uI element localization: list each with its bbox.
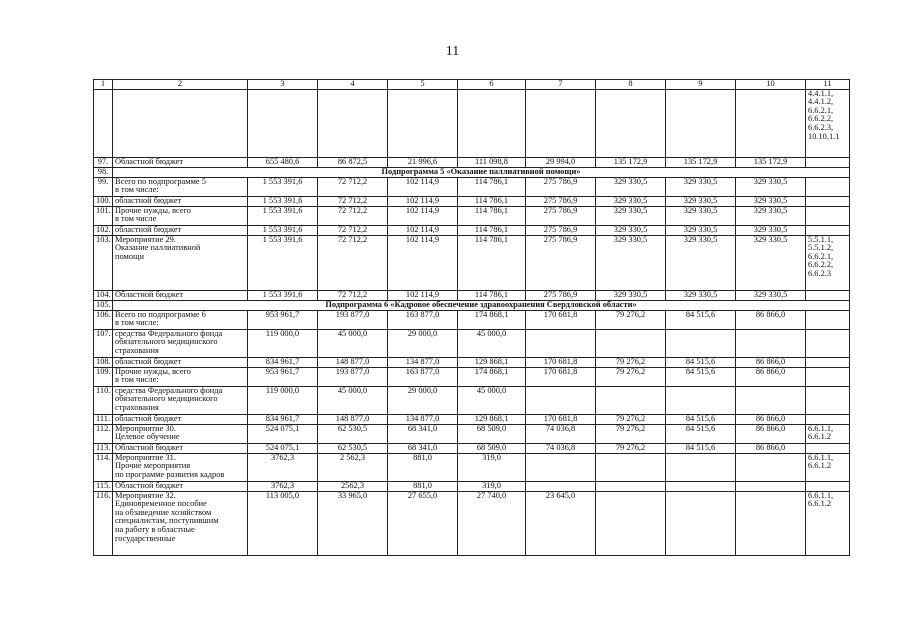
amount-cell: 881,0 bbox=[388, 453, 458, 481]
amount-cell: 114 786,1 bbox=[458, 290, 526, 300]
column-number: 8 bbox=[596, 80, 666, 90]
amount-cell: 102 114,9 bbox=[388, 177, 458, 196]
amount-cell bbox=[526, 481, 596, 491]
target-codes bbox=[806, 357, 850, 367]
table-row bbox=[94, 414, 850, 424]
amount-cell: 79 276,2 bbox=[596, 367, 666, 386]
amount-cell: 329 330,5 bbox=[596, 235, 666, 290]
row-name: Всего по подпрограмме 6 в том числе: bbox=[113, 310, 248, 329]
amount-cell: 79 276,2 bbox=[596, 414, 666, 424]
table-row bbox=[94, 196, 850, 206]
amount-cell: 84 515,6 bbox=[666, 424, 736, 443]
amount-cell: 68 341,0 bbox=[388, 443, 458, 453]
amount-cell bbox=[596, 329, 666, 357]
row-number: 109. bbox=[94, 367, 113, 386]
amount-cell bbox=[666, 453, 736, 481]
target-codes: 5.5.1.1, 5.5.1.2, 6.6.2.1, 6.6.2.2, 6.6.2.3 bbox=[806, 235, 850, 290]
amount-cell: 119 000,0 bbox=[248, 386, 318, 414]
row-number: 110. bbox=[94, 386, 113, 414]
subprogram-row bbox=[94, 167, 850, 177]
amount-cell: 102 114,9 bbox=[388, 206, 458, 225]
row-number: 111. bbox=[94, 414, 113, 424]
budget-table bbox=[93, 79, 850, 556]
target-codes bbox=[806, 386, 850, 414]
amount-cell: 1 553 391,6 bbox=[248, 177, 318, 196]
amount-cell bbox=[458, 89, 526, 157]
amount-cell: 1 553 391,6 bbox=[248, 235, 318, 290]
table-row bbox=[94, 481, 850, 491]
amount-cell: 29 994,0 bbox=[526, 157, 596, 167]
target-codes bbox=[806, 414, 850, 424]
amount-cell: 86 866,0 bbox=[736, 310, 806, 329]
column-number: 3 bbox=[248, 80, 318, 90]
amount-cell bbox=[596, 89, 666, 157]
amount-cell: 329 330,5 bbox=[596, 225, 666, 235]
amount-cell: 329 330,5 bbox=[666, 290, 736, 300]
amount-cell bbox=[736, 491, 806, 555]
amount-cell: 329 330,5 bbox=[736, 177, 806, 196]
subprogram-title: Подпрограмма 5 «Оказание паллиативной помощи» bbox=[113, 167, 850, 177]
amount-cell: 193 877,0 bbox=[318, 367, 388, 386]
amount-cell bbox=[526, 386, 596, 414]
amount-cell: 114 786,1 bbox=[458, 235, 526, 290]
amount-cell bbox=[526, 453, 596, 481]
row-number: 105. bbox=[94, 300, 113, 310]
table-row bbox=[94, 206, 850, 225]
amount-cell: 329 330,5 bbox=[596, 290, 666, 300]
row-name: Областной бюджет bbox=[113, 157, 248, 167]
row-number: 114. bbox=[94, 453, 113, 481]
row-number: 98. bbox=[94, 167, 113, 177]
amount-cell: 1 553 391,6 bbox=[248, 225, 318, 235]
row-number: 116. bbox=[94, 491, 113, 555]
table-row bbox=[94, 290, 850, 300]
amount-cell: 329 330,5 bbox=[736, 290, 806, 300]
target-codes bbox=[806, 367, 850, 386]
amount-cell: 329 330,5 bbox=[666, 177, 736, 196]
amount-cell: 74 036,8 bbox=[526, 443, 596, 453]
amount-cell: 329 330,5 bbox=[736, 196, 806, 206]
column-number: 11 bbox=[806, 80, 850, 90]
amount-cell: 45 000,0 bbox=[458, 386, 526, 414]
target-codes bbox=[806, 206, 850, 225]
column-number: 5 bbox=[388, 80, 458, 90]
row-number: 112. bbox=[94, 424, 113, 443]
amount-cell: 170 681,8 bbox=[526, 357, 596, 367]
amount-cell: 3762,3 bbox=[248, 481, 318, 491]
amount-cell: 329 330,5 bbox=[736, 225, 806, 235]
amount-cell: 834 961,7 bbox=[248, 357, 318, 367]
amount-cell: 102 114,9 bbox=[388, 225, 458, 235]
row-number: 104. bbox=[94, 290, 113, 300]
column-number: 7 bbox=[526, 80, 596, 90]
table-row bbox=[94, 89, 850, 157]
amount-cell: 111 098,8 bbox=[458, 157, 526, 167]
amount-cell: 953 961,7 bbox=[248, 367, 318, 386]
amount-cell: 84 515,6 bbox=[666, 357, 736, 367]
row-number: 107. bbox=[94, 329, 113, 357]
row-name: средства Федерального фонда обязательного медицинского страхования bbox=[113, 386, 248, 414]
table-row bbox=[94, 357, 850, 367]
table-row bbox=[94, 424, 850, 443]
amount-cell bbox=[666, 89, 736, 157]
amount-cell: 163 877,0 bbox=[388, 367, 458, 386]
column-number: 4 bbox=[318, 80, 388, 90]
amount-cell: 174 868,1 bbox=[458, 367, 526, 386]
amount-cell: 114 786,1 bbox=[458, 206, 526, 225]
target-codes bbox=[806, 329, 850, 357]
amount-cell: 134 877,0 bbox=[388, 414, 458, 424]
amount-cell: 45 000,0 bbox=[458, 329, 526, 357]
amount-cell: 86 872,5 bbox=[318, 157, 388, 167]
amount-cell: 102 114,9 bbox=[388, 235, 458, 290]
row-name: Прочие нужды, всего в том числе: bbox=[113, 367, 248, 386]
table-row bbox=[94, 310, 850, 329]
amount-cell: 329 330,5 bbox=[596, 206, 666, 225]
amount-cell bbox=[596, 453, 666, 481]
amount-cell: 84 515,6 bbox=[666, 443, 736, 453]
amount-cell bbox=[388, 89, 458, 157]
amount-cell: 21 996,6 bbox=[388, 157, 458, 167]
amount-cell: 72 712,2 bbox=[318, 235, 388, 290]
amount-cell: 2 562,3 bbox=[318, 453, 388, 481]
amount-cell: 84 515,6 bbox=[666, 310, 736, 329]
amount-cell: 45 000,0 bbox=[318, 386, 388, 414]
amount-cell: 79 276,2 bbox=[596, 357, 666, 367]
row-name: Прочие нужды, всего в том числе bbox=[113, 206, 248, 225]
column-number: 2 bbox=[113, 80, 248, 90]
amount-cell: 79 276,2 bbox=[596, 443, 666, 453]
amount-cell: 102 114,9 bbox=[388, 196, 458, 206]
amount-cell: 148 877,0 bbox=[318, 414, 388, 424]
amount-cell: 102 114,9 bbox=[388, 290, 458, 300]
row-name: Мероприятие 32. Единовременное пособие на обзаведение хозяйством специалистам, поступившим на работу в областные государственные bbox=[113, 491, 248, 555]
row-number: 106. bbox=[94, 310, 113, 329]
amount-cell: 834 961,7 bbox=[248, 414, 318, 424]
page-number: 11 bbox=[445, 44, 460, 59]
amount-cell: 86 866,0 bbox=[736, 424, 806, 443]
amount-cell: 275 786,9 bbox=[526, 290, 596, 300]
row-name: Мероприятие 31. Прочие мероприятия по программе развития кадров bbox=[113, 453, 248, 481]
amount-cell: 1 553 391,6 bbox=[248, 206, 318, 225]
amount-cell bbox=[736, 89, 806, 157]
amount-cell: 163 877,0 bbox=[388, 310, 458, 329]
row-number bbox=[94, 89, 113, 157]
amount-cell: 79 276,2 bbox=[596, 310, 666, 329]
amount-cell: 329 330,5 bbox=[596, 177, 666, 196]
amount-cell: 135 172,9 bbox=[596, 157, 666, 167]
amount-cell bbox=[596, 481, 666, 491]
amount-cell: 84 515,6 bbox=[666, 414, 736, 424]
row-name: Мероприятие 30. Целевое обучение bbox=[113, 424, 248, 443]
amount-cell bbox=[248, 89, 318, 157]
amount-cell: 2562,3 bbox=[318, 481, 388, 491]
table-row bbox=[94, 177, 850, 196]
amount-cell bbox=[736, 453, 806, 481]
row-number: 113. bbox=[94, 443, 113, 453]
row-name: Областной бюджет bbox=[113, 290, 248, 300]
amount-cell: 135 172,9 bbox=[736, 157, 806, 167]
amount-cell: 27 740,0 bbox=[458, 491, 526, 555]
target-codes bbox=[806, 443, 850, 453]
amount-cell bbox=[596, 386, 666, 414]
subprogram-row bbox=[94, 300, 850, 310]
amount-cell bbox=[736, 329, 806, 357]
amount-cell: 113 005,0 bbox=[248, 491, 318, 555]
row-name: Всего по подпрограмме 5 в том числе: bbox=[113, 177, 248, 196]
amount-cell: 329 330,5 bbox=[596, 196, 666, 206]
amount-cell: 27 655,0 bbox=[388, 491, 458, 555]
amount-cell bbox=[318, 89, 388, 157]
amount-cell: 62 530,5 bbox=[318, 424, 388, 443]
amount-cell: 74 036,8 bbox=[526, 424, 596, 443]
row-number: 97. bbox=[94, 157, 113, 167]
amount-cell: 148 877,0 bbox=[318, 357, 388, 367]
amount-cell: 114 786,1 bbox=[458, 225, 526, 235]
row-number: 102. bbox=[94, 225, 113, 235]
table-row bbox=[94, 453, 850, 481]
amount-cell bbox=[666, 329, 736, 357]
row-name: областной бюджет bbox=[113, 196, 248, 206]
amount-cell: 329 330,5 bbox=[666, 235, 736, 290]
row-number: 101. bbox=[94, 206, 113, 225]
amount-cell: 275 786,9 bbox=[526, 196, 596, 206]
table-row bbox=[94, 386, 850, 414]
amount-cell: 655 480,6 bbox=[248, 157, 318, 167]
amount-cell: 119 000,0 bbox=[248, 329, 318, 357]
table-row bbox=[94, 329, 850, 357]
amount-cell: 275 786,9 bbox=[526, 225, 596, 235]
row-name: средства Федерального фонда обязательного медицинского страхования bbox=[113, 329, 248, 357]
table-row bbox=[94, 367, 850, 386]
amount-cell: 72 712,2 bbox=[318, 177, 388, 196]
row-name: областной бюджет bbox=[113, 225, 248, 235]
column-number: 9 bbox=[666, 80, 736, 90]
amount-cell bbox=[666, 386, 736, 414]
target-codes bbox=[806, 310, 850, 329]
target-codes bbox=[806, 157, 850, 167]
amount-cell: 135 172,9 bbox=[666, 157, 736, 167]
amount-cell: 45 000,0 bbox=[318, 329, 388, 357]
amount-cell bbox=[666, 481, 736, 491]
amount-cell: 86 866,0 bbox=[736, 357, 806, 367]
amount-cell: 29 000,0 bbox=[388, 329, 458, 357]
target-codes bbox=[806, 481, 850, 491]
amount-cell: 319,0 bbox=[458, 481, 526, 491]
amount-cell: 329 330,5 bbox=[666, 225, 736, 235]
table-row bbox=[94, 225, 850, 235]
target-codes bbox=[806, 290, 850, 300]
amount-cell: 72 712,2 bbox=[318, 225, 388, 235]
amount-cell: 170 681,8 bbox=[526, 310, 596, 329]
amount-cell: 1 553 391,6 bbox=[248, 290, 318, 300]
amount-cell: 174 868,1 bbox=[458, 310, 526, 329]
amount-cell: 329 330,5 bbox=[736, 235, 806, 290]
amount-cell: 953 961,7 bbox=[248, 310, 318, 329]
amount-cell bbox=[666, 491, 736, 555]
amount-cell bbox=[596, 491, 666, 555]
amount-cell: 68 509,0 bbox=[458, 443, 526, 453]
amount-cell: 319,0 bbox=[458, 453, 526, 481]
row-name bbox=[113, 89, 248, 157]
amount-cell: 275 786,9 bbox=[526, 177, 596, 196]
amount-cell bbox=[526, 89, 596, 157]
column-number: 10 bbox=[736, 80, 806, 90]
amount-cell: 170 681,8 bbox=[526, 414, 596, 424]
amount-cell: 329 330,5 bbox=[666, 196, 736, 206]
table-row bbox=[94, 491, 850, 555]
amount-cell: 275 786,9 bbox=[526, 206, 596, 225]
amount-cell: 86 866,0 bbox=[736, 443, 806, 453]
row-name: областной бюджет bbox=[113, 414, 248, 424]
target-codes: 6.6.1.1, 6.6.1.2 bbox=[806, 491, 850, 555]
amount-cell: 29 000,0 bbox=[388, 386, 458, 414]
amount-cell: 524 075,1 bbox=[248, 443, 318, 453]
amount-cell: 79 276,2 bbox=[596, 424, 666, 443]
amount-cell: 134 877,0 bbox=[388, 357, 458, 367]
amount-cell: 129 868,1 bbox=[458, 357, 526, 367]
amount-cell: 114 786,1 bbox=[458, 177, 526, 196]
amount-cell: 1 553 391,6 bbox=[248, 196, 318, 206]
amount-cell: 329 330,5 bbox=[736, 206, 806, 225]
amount-cell bbox=[526, 329, 596, 357]
row-name: Мероприятие 29. Оказание паллиативной помощи bbox=[113, 235, 248, 290]
amount-cell: 86 866,0 bbox=[736, 414, 806, 424]
amount-cell: 23 645,0 bbox=[526, 491, 596, 555]
amount-cell: 72 712,2 bbox=[318, 290, 388, 300]
amount-cell: 524 075,1 bbox=[248, 424, 318, 443]
amount-cell: 329 330,5 bbox=[666, 206, 736, 225]
row-number: 100. bbox=[94, 196, 113, 206]
amount-cell bbox=[736, 386, 806, 414]
amount-cell: 275 786,9 bbox=[526, 235, 596, 290]
amount-cell: 72 712,2 bbox=[318, 206, 388, 225]
target-codes: 4.4.1.1, 4.4.1.2, 6.6.2.1, 6.6.2.2, 6.6.2.3, 10.10.1.1 bbox=[806, 89, 850, 157]
table-row bbox=[94, 443, 850, 453]
amount-cell: 84 515,6 bbox=[666, 367, 736, 386]
table-row bbox=[94, 235, 850, 290]
table-row bbox=[94, 157, 850, 167]
column-number-row bbox=[94, 80, 850, 90]
column-number: 6 bbox=[458, 80, 526, 90]
target-codes bbox=[806, 196, 850, 206]
amount-cell: 86 866,0 bbox=[736, 367, 806, 386]
amount-cell: 170 681,8 bbox=[526, 367, 596, 386]
row-number: 99. bbox=[94, 177, 113, 196]
amount-cell: 129 868,1 bbox=[458, 414, 526, 424]
target-codes bbox=[806, 225, 850, 235]
amount-cell: 193 877,0 bbox=[318, 310, 388, 329]
amount-cell: 881,0 bbox=[388, 481, 458, 491]
target-codes: 6.6.1.1, 6.6.1.2 bbox=[806, 424, 850, 443]
amount-cell: 3762,3 bbox=[248, 453, 318, 481]
row-name: Областной бюджет bbox=[113, 481, 248, 491]
row-number: 103. bbox=[94, 235, 113, 290]
subprogram-title: Подпрограмма 6 «Кадровое обеспечение здравоохранения Свердловской области» bbox=[113, 300, 850, 310]
row-number: 108. bbox=[94, 357, 113, 367]
amount-cell: 62 530,5 bbox=[318, 443, 388, 453]
amount-cell: 72 712,2 bbox=[318, 196, 388, 206]
target-codes: 6.6.1.1, 6.6.1.2 bbox=[806, 453, 850, 481]
amount-cell: 33 965,0 bbox=[318, 491, 388, 555]
row-name: областной бюджет bbox=[113, 357, 248, 367]
amount-cell: 68 341,0 bbox=[388, 424, 458, 443]
amount-cell: 114 786,1 bbox=[458, 196, 526, 206]
row-name: Областной бюджет bbox=[113, 443, 248, 453]
target-codes bbox=[806, 177, 850, 196]
amount-cell: 68 509,0 bbox=[458, 424, 526, 443]
row-number: 115. bbox=[94, 481, 113, 491]
column-number: 1 bbox=[94, 80, 113, 90]
amount-cell bbox=[736, 481, 806, 491]
